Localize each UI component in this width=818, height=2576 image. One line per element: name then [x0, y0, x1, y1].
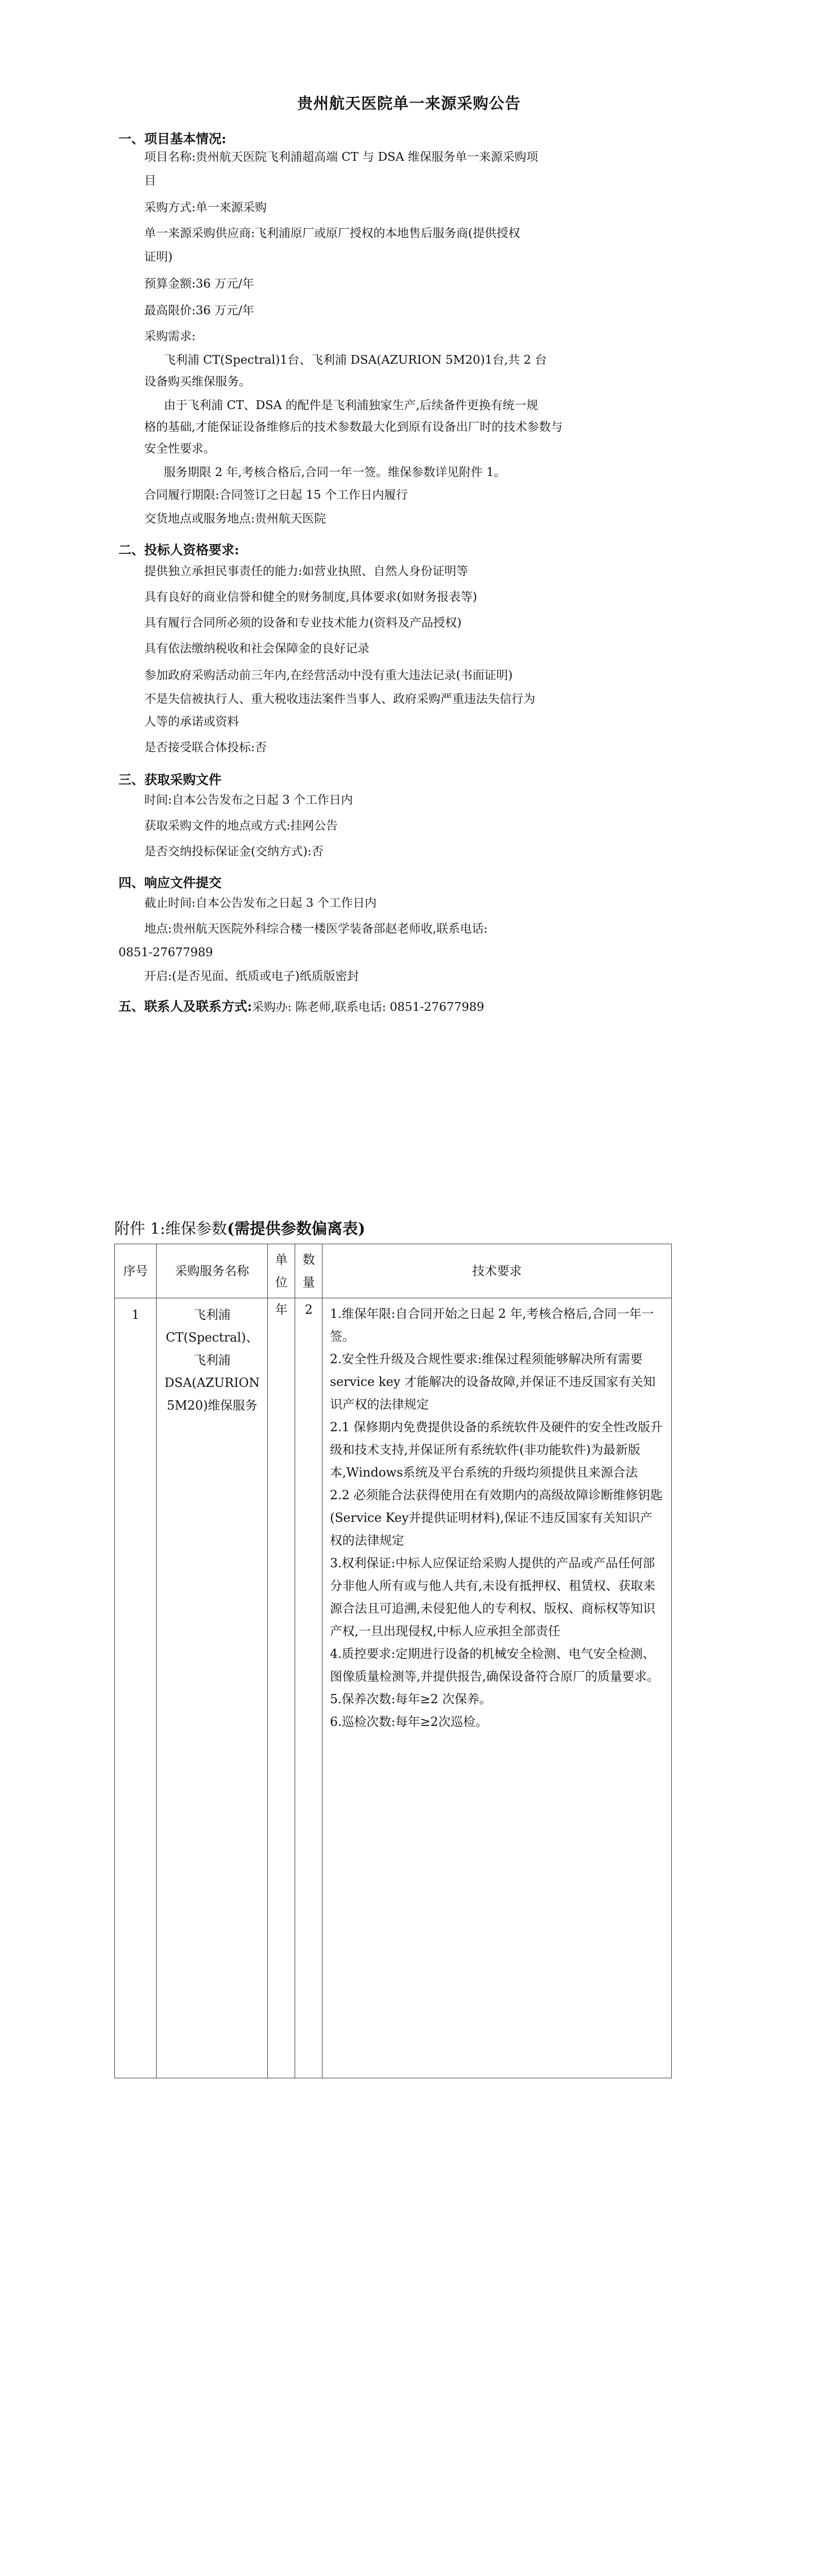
annex-title-bold: (需提供参数偏离表): [227, 1220, 366, 1238]
demand-1: 飞利浦 CT(Spectral)1台、飞利浦 DSA(AZURION 5M20)1台,共 2 台: [164, 353, 547, 367]
header-qty: 数量: [295, 1244, 322, 1298]
table-row: [115, 1298, 672, 2078]
qualification-item: 提供独立承担民事责任的能力:如营业执照、自然人身份证明等: [144, 565, 468, 578]
qualification-item: 具有履行合同所必须的设备和专业技术能力(资料及产品授权): [144, 616, 462, 630]
section-5-heading: [118, 996, 484, 1015]
spec-table: [114, 1244, 672, 2078]
annex-title-prefix: 附件 1:维保参数: [114, 1220, 227, 1238]
project-name-cont: 目: [144, 174, 156, 188]
table-header-row: [115, 1244, 672, 1298]
qualification-item: 具有依法缴纳税收和社会保障金的良好记录: [144, 642, 369, 655]
section-2-heading: 二、投标人资格要求:: [118, 543, 240, 557]
max-price: 最高限价:36 万元/年: [144, 304, 254, 317]
section-5-title: 五、联系人及联系方式:: [118, 999, 252, 1014]
annex-title: [114, 1216, 365, 1239]
submission-deadline: 截止时间:自本公告发布之日起 3 个工作日内: [144, 896, 377, 910]
sole-supplier-cont: 证明): [144, 250, 173, 264]
header-service-name: 采购服务名称: [157, 1244, 268, 1298]
requirement-item: 4.质控要求:定期进行设备的机械安全检测、电气安全检测、图像质量检测等,并提供报告,确保设备符合原厂的质量要求。: [330, 1647, 659, 1684]
section-4-heading: 四、响应文件提交: [118, 875, 222, 890]
opening-method: 开启:(是否见面、纸质或电子)纸质版密封: [144, 970, 359, 983]
contract-period: 合同履行期限:合同签订之日起 15 个工作日内履行: [144, 488, 408, 502]
document-location: 获取采购文件的地点或方式:挂网公告: [144, 819, 338, 833]
sole-supplier: 单一来源采购供应商:飞利浦原厂或原厂授权的本地售后服务商(提供授权: [144, 227, 520, 240]
requirement-item: 3.权利保证:中标人应保证给采购人提供的产品或产品任何部分非他人所有或与他人共有,未设有抵押权、租赁权、获取来源合法且可追溯,未侵犯他人的专利权、版权、商标权等知识产权,一旦出现侵权,中标人应承担全部责任: [330, 1556, 656, 1638]
demand-2: 由于飞利浦 CT、DSA 的配件是飞利浦独家生产,后续备件更换有统一规: [164, 399, 538, 412]
row-requirements: [322, 1298, 672, 2078]
demand-1-cont: 设备购买维保服务。: [144, 375, 251, 388]
page-1: [0, 0, 818, 1123]
demand-label: 采购需求:: [144, 330, 196, 343]
submission-address: 地点:贵州航天医院外科综合楼一楼医学装备部赵老师收,联系电话:: [144, 922, 488, 936]
section-3-heading: 三、获取采购文件: [118, 772, 222, 787]
header-requirements: 技术要求: [322, 1244, 672, 1298]
demand-2-cont1: 格的基础,才能保证设备维修后的技术参数最大化到原有设备出厂时的技术参数与: [144, 420, 563, 434]
procurement-method: 采购方式:单一来源采购: [144, 201, 267, 214]
section-1-heading: 一、项目基本情况:: [118, 131, 227, 146]
submission-phone: 0851-27677989: [118, 946, 213, 959]
row-qty: 2: [295, 1298, 322, 2078]
service-period: 服务期限 2 年,考核合格后,合同一年一签。维保参数详见附件 1。: [164, 466, 506, 479]
contact-info: 采购办: 陈老师,联系电话: 0851-27677989: [252, 1001, 485, 1014]
row-seq: 1: [115, 1298, 157, 2078]
requirement-item: 2.1 保修期内免费提供设备的系统软件及硬件的安全性改版升级和技术支持,并保证所有系统软件(非功能软件)为最新版本,Windows系统及平台系统的升级均须提供且来源合法: [330, 1420, 663, 1480]
qualification-item: 参加政府采购活动前三年内,在经营活动中没有重大违法记录(书面证明): [144, 669, 513, 682]
qualification-item: 人等的承诺或资料: [144, 715, 239, 728]
header-unit: 单位: [268, 1244, 295, 1298]
demand-2-cont2: 安全性要求。: [144, 442, 215, 455]
qualification-item: 具有良好的商业信誉和健全的财务制度,具体要求(如财务报表等): [144, 590, 478, 604]
page-2: [0, 1123, 818, 2246]
document-title: 贵州航天医院单一来源采购公告: [297, 95, 521, 113]
document-time: 时间:自本公告发布之日起 3 个工作日内: [144, 793, 353, 807]
header-seq: 序号: [115, 1244, 157, 1298]
bid-deposit: 是否交纳投标保证金(交纳方式):否: [144, 845, 323, 858]
delivery-location: 交货地点或服务地点:贵州航天医院: [144, 512, 326, 526]
requirement-item: 2.安全性升级及合规性要求:维保过程须能够解决所有需要 service key 才能解决的设备故障,并保证不违反国家有关知识产权的法律规定: [330, 1352, 656, 1412]
requirement-item: 5.保养次数:每年≥2 次保养。: [330, 1692, 492, 1706]
requirement-item: 6.巡检次数:每年≥2次巡检。: [330, 1715, 488, 1729]
requirement-item: 2.2 必须能合法获得使用在有效期内的高级故障诊断维修钥匙(Service Key并提供证明材料),保证不违反国家有关知识产权的法律规定: [330, 1488, 663, 1548]
budget-amount: 预算金额:36 万元/年: [144, 277, 254, 291]
requirement-item: 1.维保年限:自合同开始之日起 2 年,考核合格后,合同一年一签。: [330, 1307, 654, 1344]
qualification-item: 是否接受联合体投标:否: [144, 741, 267, 754]
project-name: 项目名称:贵州航天医院飞利浦超高端 CT 与 DSA 维保服务单一来源采购项: [144, 150, 538, 164]
row-unit: 年: [268, 1298, 295, 2078]
row-service-name: 飞利浦 CT(Spectral)、飞利浦 DSA(AZURION 5M20)维保服务: [157, 1298, 268, 2078]
page-3: [0, 2246, 818, 2576]
qualification-item: 不是失信被执行人、重大税收违法案件当事人、政府采购严重违法失信行为: [144, 692, 535, 706]
